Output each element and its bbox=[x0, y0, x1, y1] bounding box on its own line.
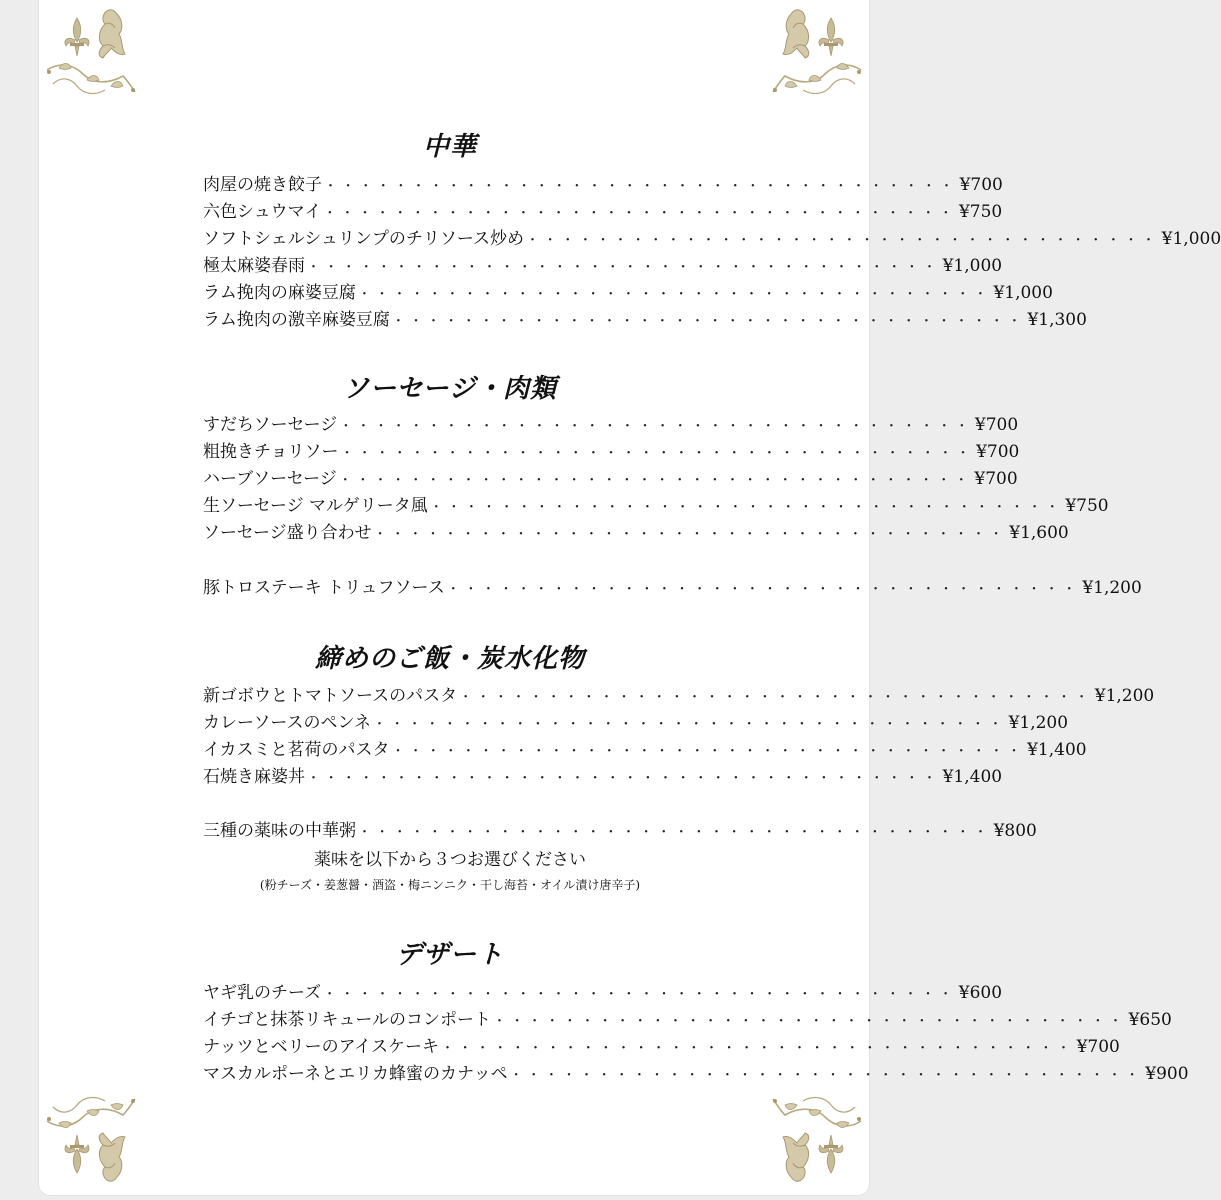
menu-item bbox=[203, 684, 1155, 708]
menu-item bbox=[203, 227, 1221, 251]
item-price: ¥1,200 bbox=[1094, 686, 1155, 706]
dot-leader: ・・・・・・・・・・・・・・・・・・・・・・・・・・・・・・・・・・・・ bbox=[372, 717, 1007, 732]
menu-item bbox=[203, 1062, 1189, 1086]
item-name: イチゴと抹茶リキュールのコンポート bbox=[203, 1010, 491, 1030]
menu-item bbox=[203, 1008, 1172, 1032]
item-name: ソーセージ盛り合わせ bbox=[203, 523, 372, 543]
item-name: イカスミと茗荷のパスタ bbox=[203, 740, 390, 760]
dot-leader: ・・・・・・・・・・・・・・・・・・・・・・・・・・・・・・・・・・・・ bbox=[492, 1014, 1127, 1029]
item-price: ¥700 bbox=[974, 469, 1018, 489]
dot-leader: ・・・・・・・・・・・・・・・・・・・・・・・・・・・・・・・・・・・・ bbox=[323, 987, 957, 1002]
dot-leader: ・・・・・・・・・・・・・・・・・・・・・・・・・・・・・・・・・・・・ bbox=[323, 206, 957, 221]
menu-item bbox=[203, 738, 1087, 762]
section-title-rice-carbs: 締めのご飯・炭水化物 bbox=[314, 644, 585, 674]
item-name: 三種の薬味の中華粥 bbox=[203, 821, 356, 841]
menu-item bbox=[203, 440, 1020, 464]
item-price: ¥1,000 bbox=[1161, 229, 1221, 249]
menu-item bbox=[203, 494, 1109, 518]
dot-leader: ・・・・・・・・・・・・・・・・・・・・・・・・・・・・・・・・・・・・ bbox=[338, 473, 973, 488]
dot-leader: ・・・・・・・・・・・・・・・・・・・・・・・・・・・・・・・・・・・・ bbox=[358, 825, 992, 840]
menu-item bbox=[203, 308, 1087, 332]
dot-leader: ・・・・・・・・・・・・・・・・・・・・・・・・・・・・・・・・・・・・ bbox=[509, 1068, 1144, 1083]
item-name: 豚トロステーキ トリュフソース bbox=[203, 578, 445, 598]
item-name: 粗挽きチョリソー bbox=[203, 442, 339, 462]
item-name: ラム挽肉の激辛麻婆豆腐 bbox=[203, 310, 390, 330]
menu-item bbox=[203, 467, 1018, 491]
menu-item bbox=[203, 765, 1003, 789]
item-name: 極太麻婆春雨 bbox=[203, 256, 305, 276]
item-price: ¥1,400 bbox=[942, 767, 1003, 787]
item-price: ¥1,300 bbox=[1027, 310, 1087, 330]
item-price: ¥1,000 bbox=[993, 283, 1053, 303]
corner-ornament-bottom-left bbox=[39, 1091, 139, 1191]
menu-item bbox=[203, 281, 1053, 305]
item-name: マスカルポーネとエリカ蜂蜜のカナッペ bbox=[203, 1064, 508, 1084]
item-name: 石焼き麻婆丼 bbox=[203, 767, 305, 787]
dot-leader: ・・・・・・・・・・・・・・・・・・・・・・・・・・・・・・・・・・・・ bbox=[339, 419, 973, 434]
item-name: 六色シュウマイ bbox=[203, 202, 322, 222]
item-price: ¥650 bbox=[1128, 1010, 1172, 1030]
corner-ornament-top-left bbox=[39, 0, 139, 100]
item-name: 肉屋の焼き餃子 bbox=[203, 175, 322, 195]
item-name: ヤギ乳のチーズ bbox=[203, 983, 322, 1003]
dot-leader: ・・・・・・・・・・・・・・・・・・・・・・・・・・・・・・・・・・・・ bbox=[391, 744, 1026, 759]
corner-ornament-top-right bbox=[769, 0, 869, 100]
menu-item bbox=[203, 200, 1003, 224]
dot-leader: ・・・・・・・・・・・・・・・・・・・・・・・・・・・・・・・・・・・・ bbox=[373, 527, 1008, 542]
section-title-chinese: 中華 bbox=[422, 132, 477, 162]
menu-item bbox=[203, 254, 1003, 278]
item-price: ¥1,000 bbox=[942, 256, 1003, 276]
item-price: ¥800 bbox=[993, 821, 1037, 841]
corner-ornament-bottom-right bbox=[769, 1091, 869, 1191]
dot-leader: ・・・・・・・・・・・・・・・・・・・・・・・・・・・・・・・・・・・・ bbox=[340, 446, 975, 461]
item-price: ¥1,200 bbox=[1082, 578, 1142, 598]
item-price: ¥1,400 bbox=[1027, 740, 1087, 760]
menu-item bbox=[203, 413, 1019, 437]
item-name: ラム挽肉の麻婆豆腐 bbox=[203, 283, 356, 303]
menu-item bbox=[203, 1035, 1120, 1059]
fleur-de-lis-icon bbox=[39, 0, 139, 100]
dot-leader: ・・・・・・・・・・・・・・・・・・・・・・・・・・・・・・・・・・・・ bbox=[307, 771, 941, 786]
dot-leader: ・・・・・・・・・・・・・・・・・・・・・・・・・・・・・・・・・・・・ bbox=[459, 690, 1093, 705]
menu-item bbox=[203, 173, 1003, 197]
item-price: ¥750 bbox=[958, 202, 1003, 222]
section-title-sausage-meat: ソーセージ・肉類 bbox=[343, 374, 557, 404]
item-price: ¥600 bbox=[958, 983, 1003, 1003]
heraldic-lion-icon bbox=[769, 0, 869, 100]
dot-leader: ・・・・・・・・・・・・・・・・・・・・・・・・・・・・・・・・・・・・ bbox=[357, 287, 992, 302]
dot-leader: ・・・・・・・・・・・・・・・・・・・・・・・・・・・・・・・・・・・・ bbox=[307, 260, 941, 275]
item-price: ¥700 bbox=[974, 415, 1019, 435]
dot-leader: ・・・・・・・・・・・・・・・・・・・・・・・・・・・・・・・・・・・・ bbox=[446, 582, 1081, 597]
item-price: ¥700 bbox=[1076, 1037, 1120, 1057]
dot-leader: ・・・・・・・・・・・・・・・・・・・・・・・・・・・・・・・・・・・・ bbox=[324, 179, 958, 194]
menu-item bbox=[203, 711, 1069, 735]
item-name: 新ゴボウとトマトソースのパスタ bbox=[203, 686, 458, 706]
dot-leader: ・・・・・・・・・・・・・・・・・・・・・・・・・・・・・・・・・・・・ bbox=[440, 1041, 1075, 1056]
item-name: ソフトシェルシュリンプのチリソース炒め bbox=[203, 229, 525, 249]
dot-leader: ・・・・・・・・・・・・・・・・・・・・・・・・・・・・・・・・・・・・ bbox=[391, 314, 1026, 329]
item-name: すだちソーセージ bbox=[203, 415, 338, 435]
item-price: ¥1,200 bbox=[1008, 713, 1069, 733]
item-price: ¥900 bbox=[1145, 1064, 1189, 1084]
menu-item bbox=[203, 819, 1037, 843]
item-name: ハーブソーセージ bbox=[203, 469, 337, 489]
item-name: ナッツとベリーのアイスケーキ bbox=[203, 1037, 439, 1057]
item-name: 生ソーセージ マルゲリータ風 bbox=[203, 496, 428, 516]
item-price: ¥700 bbox=[976, 442, 1020, 462]
condiment-options: (粉チーズ・姜葱醤・酒盗・梅ニンニク・干し海苔・オイル漬け唐辛子) bbox=[259, 878, 641, 892]
fleur-de-lis-icon bbox=[769, 1091, 869, 1191]
section-title-dessert: デザート bbox=[395, 940, 504, 970]
item-price: ¥750 bbox=[1065, 496, 1109, 516]
item-price: ¥700 bbox=[959, 175, 1003, 195]
item-name: カレーソースのペンネ bbox=[203, 713, 371, 733]
menu-item bbox=[203, 981, 1003, 1005]
menu-item bbox=[203, 576, 1142, 600]
item-price: ¥1,600 bbox=[1009, 523, 1069, 543]
condiment-note: 薬味を以下から３つお選びください bbox=[314, 850, 586, 870]
heraldic-lion-icon bbox=[39, 1091, 139, 1191]
dot-leader: ・・・・・・・・・・・・・・・・・・・・・・・・・・・・・・・・・・・・ bbox=[526, 233, 1160, 248]
dot-leader: ・・・・・・・・・・・・・・・・・・・・・・・・・・・・・・・・・・・・ bbox=[429, 500, 1064, 515]
menu-item bbox=[203, 521, 1069, 545]
